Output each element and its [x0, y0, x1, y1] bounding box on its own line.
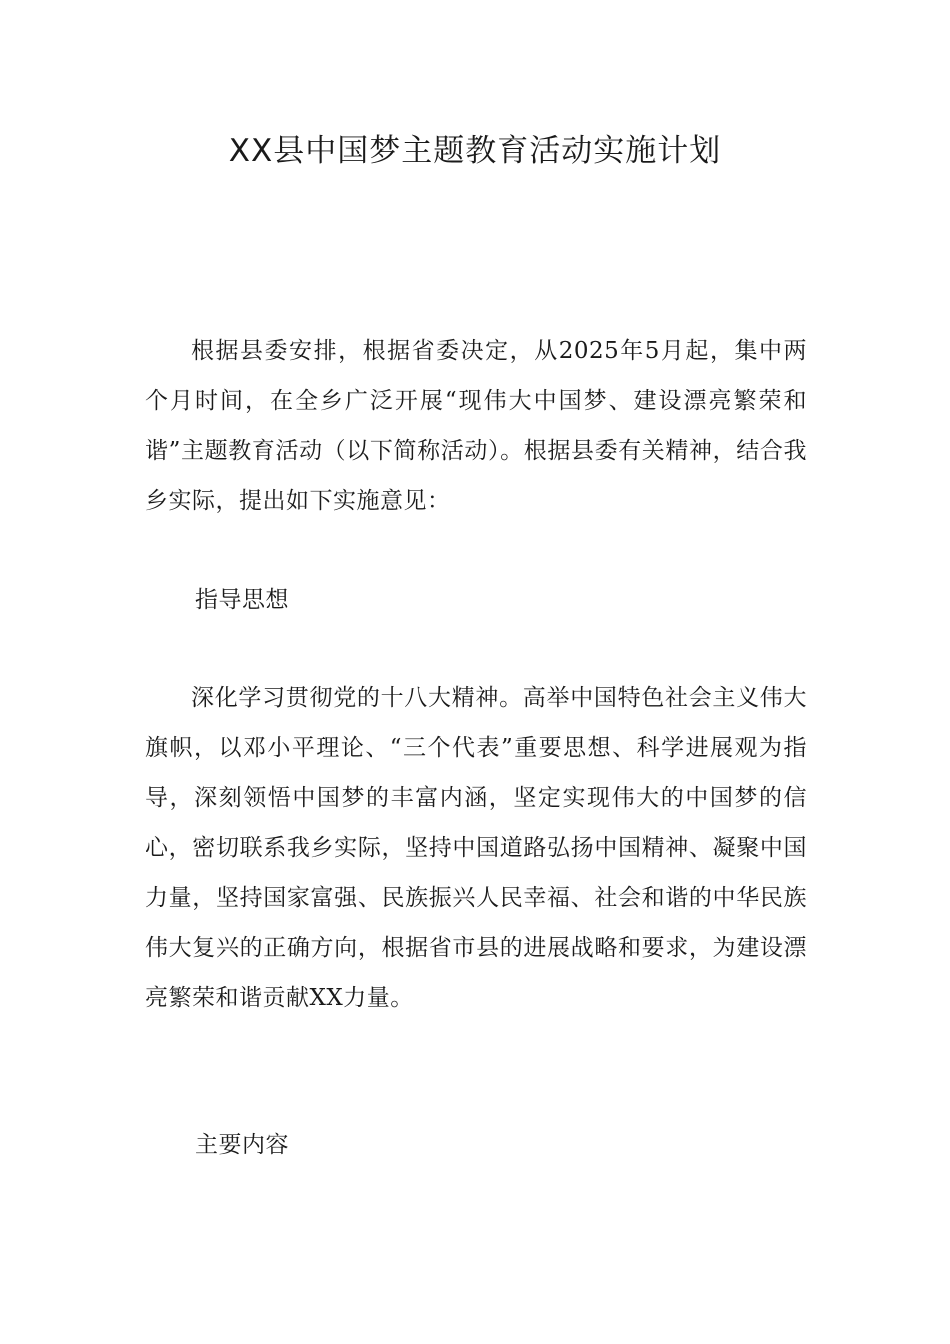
guiding-ideology-paragraph: 深化学习贯彻党的十八大精神。高举中国特色社会主义伟大旗帜，以邓小平理论、“三个代表”重要思想、科学进展观为指导，深刻领悟中国梦的丰富内涵，坚定实现伟大的中国梦的信心，密切联系我乡实际，坚持中国道路弘扬中国精神、凝聚中国力量，坚持国家富强、民族振兴人民幸福、社会和谐的中华民族伟大复兴的正确方向，根据省市县的进展战略和要求，为建设漂亮繁荣和谐贡献XX力量。	[145, 685, 807, 1011]
document-title: XX县中国梦主题教育活动实施计划	[228, 133, 722, 169]
intro-paragraph: 根据县委安排，根据省委决定，从2025年5月起，集中两个月时间，在全乡广泛开展“现伟大中国梦、建设漂亮繁荣和谐”主题教育活动（以下简称活动）。根据县委有关精神，结合我乡实际，提出如下实施意见：	[145, 338, 807, 514]
section-heading-guiding-ideology: 指导思想	[195, 587, 289, 613]
section-heading-main-content: 主要内容	[195, 1132, 289, 1158]
